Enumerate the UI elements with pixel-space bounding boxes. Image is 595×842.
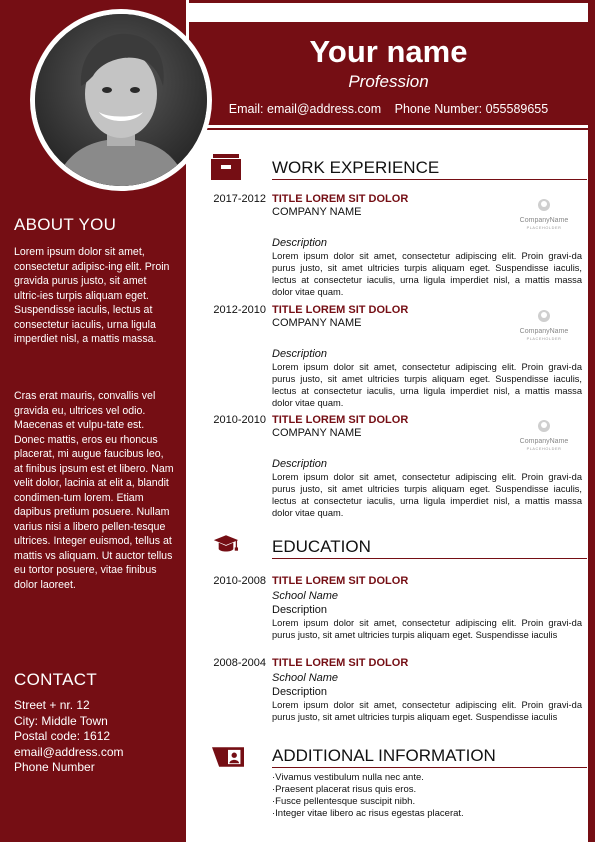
additional-list bbox=[272, 772, 582, 820]
list-item: ·Praesent placerat risus quis eros. bbox=[272, 784, 417, 795]
school-name: School Name bbox=[272, 590, 339, 602]
education-entry bbox=[200, 574, 585, 654]
work-entry bbox=[200, 413, 585, 523]
right-edge-bar bbox=[588, 0, 595, 842]
company-logo-icon bbox=[537, 419, 551, 433]
work-entry bbox=[200, 303, 585, 413]
filing-cabinet-icon bbox=[210, 154, 242, 180]
contact-details bbox=[14, 698, 179, 776]
description-heading: Description bbox=[272, 686, 328, 698]
work-title: TITLE LOREM SIT DOLOR bbox=[272, 304, 409, 316]
company-logo: CompanyName PLACEHOLDER bbox=[514, 419, 574, 453]
education-entry bbox=[200, 656, 585, 736]
contact-postal: Postal code: 1612 bbox=[14, 729, 111, 743]
top-rule bbox=[189, 0, 588, 3]
contact-heading: CONTACT bbox=[14, 670, 97, 689]
company-name: COMPANY NAME bbox=[272, 427, 362, 439]
header-email: Email: email@address.com bbox=[228, 102, 382, 116]
header-phone: Phone Number: 055589655 bbox=[394, 102, 549, 116]
contact-phone: Phone Number bbox=[14, 760, 95, 774]
company-logo-icon bbox=[537, 198, 551, 212]
profession: Profession bbox=[348, 72, 429, 91]
description-heading: Description bbox=[272, 458, 328, 470]
company-name: COMPANY NAME bbox=[272, 317, 362, 329]
work-date: 2012-2010 bbox=[213, 304, 266, 316]
additional-heading: ADDITIONAL INFORMATION bbox=[272, 746, 587, 768]
description-heading: Description bbox=[272, 604, 328, 616]
description-text: Lorem ipsum dolor sit amet, consectetur adipiscing elit. Proin gravi-da purus justo, sit amet ultricies turpis aliquam eget. Suspendisse iaculis, lectus at consectetur iaculis, urna ligula imperdiet nisl, a mattis massa dolor vitae quam. bbox=[272, 472, 582, 518]
id-card-icon bbox=[212, 744, 244, 770]
list-item: ·Integer vitae libero ac risus egestas placerat. bbox=[272, 808, 464, 819]
work-heading: WORK EXPERIENCE bbox=[272, 158, 587, 180]
work-date: 2017-2012 bbox=[213, 193, 266, 205]
header-banner bbox=[189, 22, 588, 125]
contact-city: City: Middle Town bbox=[14, 713, 108, 728]
education-date: 2008-2004 bbox=[213, 657, 266, 669]
header-contact bbox=[189, 101, 588, 117]
education-date: 2010-2008 bbox=[213, 575, 266, 587]
person-name: Your name bbox=[309, 34, 468, 69]
work-title: TITLE LOREM SIT DOLOR bbox=[272, 193, 409, 205]
profile-photo bbox=[35, 14, 207, 186]
header-rule bbox=[189, 128, 588, 130]
education-title: TITLE LOREM SIT DOLOR bbox=[272, 657, 409, 669]
description-heading: Description bbox=[272, 348, 328, 360]
graduation-cap-icon bbox=[210, 532, 242, 558]
company-logo-icon bbox=[537, 309, 551, 323]
contact-street: Street + nr. 12 bbox=[14, 698, 90, 712]
work-title: TITLE LOREM SIT DOLOR bbox=[272, 414, 409, 426]
about-heading: ABOUT YOU bbox=[14, 215, 117, 234]
avatar-illustration bbox=[35, 14, 207, 186]
school-name: School Name bbox=[272, 672, 339, 684]
description-text: Lorem ipsum dolor sit amet, consectetur adipiscing elit. Proin gravi-da purus justo, sit amet ultricies turpis aliquam eget. Suspendisse iaculis, lectus at consectetur iaculis, urna ligula imperdiet nisl, a mattis massa dolor vitae quam. bbox=[272, 251, 582, 297]
company-logo: CompanyName PLACEHOLDER bbox=[514, 198, 574, 232]
list-item: ·Vivamus vestibulum nulla nec ante. bbox=[272, 772, 424, 783]
company-logo: CompanyName PLACEHOLDER bbox=[514, 309, 574, 343]
education-title: TITLE LOREM SIT DOLOR bbox=[272, 575, 409, 587]
about-paragraph-1: Lorem ipsum dolor sit amet, consectetur adipisc-ing elit. Proin gravida purus justo, sit amet ultric-ies turpis aliquam eget. Suspendisse iaculis, lectus at consectetur iaculis, urna ligula imperdiet nisl, a mattis massa. bbox=[14, 246, 170, 345]
contact-email: email@address.com bbox=[14, 744, 124, 759]
work-entry bbox=[200, 192, 585, 302]
description-heading: Description bbox=[272, 237, 328, 249]
company-name: COMPANY NAME bbox=[272, 206, 362, 218]
profile-photo-frame bbox=[30, 9, 212, 191]
description-text: Lorem ipsum dolor sit amet, consectetur adipiscing elit. Proin gravi-da purus justo, sit amet ultricies turpis aliquam eget. Suspendisse iaculis, lectus at consectetur iaculis, urna ligula imperdiet nisl, a mattis massa dolor vitae quam. bbox=[272, 362, 582, 408]
about-paragraph-2: Cras erat mauris, convallis vel gravida eu, ultrices vel odio. Maecenas et vulpu-tate est. Donec mattis, eros eu rhoncus placerat, mi augue faucibus leo, at finibus ipsum est et libero. Nam velit dolor, lacinia at elit a, blandit condimen-tum lorem. Etiam dapibus pretium posuere. Nullam varius nisi a libero pellen-tesque ultrices. Integer euismod, tellus at mattis vs aliquam. Ut auctor tellus eu tortor posuere, vitae finibus dolor laoreet. bbox=[14, 390, 174, 591]
description-text: Lorem ipsum dolor sit amet, consectetur adipiscing elit. Proin gravi-da purus justo, sit amet ultricies turpis aliquam eget. Suspendisse iaculis bbox=[272, 618, 582, 640]
list-item: ·Fusce pellentesque suscipit nibh. bbox=[272, 796, 416, 807]
description-text: Lorem ipsum dolor sit amet, consectetur adipiscing elit. Proin gravi-da purus justo, sit amet ultricies turpis aliquam eget. Suspendisse iaculis bbox=[272, 700, 582, 722]
education-heading: EDUCATION bbox=[272, 537, 587, 559]
work-date: 2010-2010 bbox=[213, 414, 266, 426]
